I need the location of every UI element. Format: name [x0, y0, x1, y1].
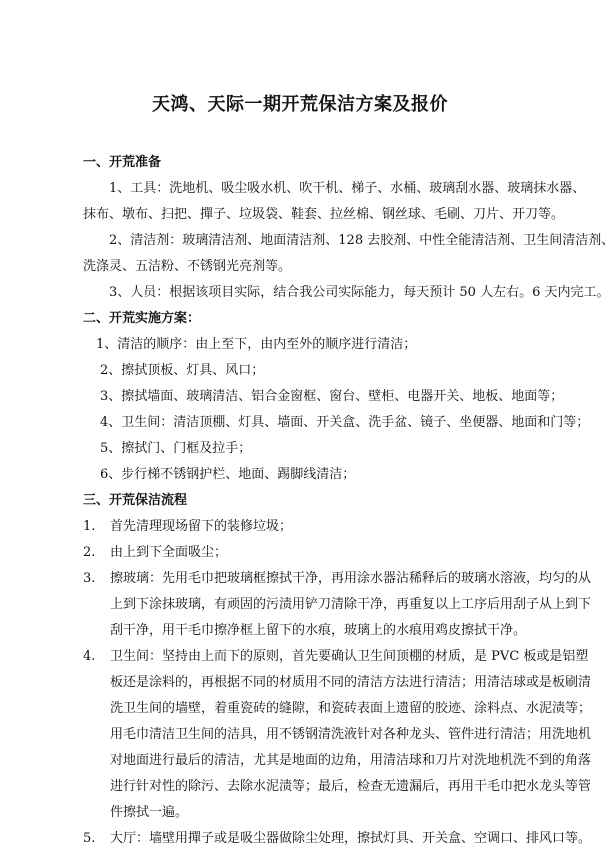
list-item-walls: 3、擦拭墙面、玻璃清洁、铝合金窗框、窗台、壁柜、电器开关、地板、地面等；	[100, 389, 564, 404]
process-number: 3.	[83, 571, 96, 586]
paragraph-tools-line2: 抹布、墩布、扫把、撣子、垃圾袋、鞋套、拉丝棉、钢丝球、毛刷、刀片、开刀等。	[83, 207, 565, 222]
process-text-continued: 上到下涂抹玻璃，有顽固的污渍用铲刀清除干净，再重复以上工序后用刮子从上到下	[110, 597, 592, 612]
process-number: 4.	[83, 649, 96, 664]
paragraph-cleaners-line2: 洗涤灵、五洁粉、不锈钢光亮剂等。	[83, 259, 292, 274]
document-title: 天鸿、天际一期开荒保洁方案及报价	[152, 94, 448, 115]
process-text-continued: 进行针对性的除污、去除水泥渍等；最后，检查无遗漏后，再用干毛巾把水龙头等管	[110, 779, 592, 794]
process-text-continued: 洗卫生间的墙壁，着重瓷砖的缝隙，和瓷砖表面上遗留的胶迹、涂料点、水泥渍等；	[110, 701, 592, 716]
section-heading-process: 三、开荒保洁流程	[83, 493, 188, 508]
process-text: 卫生间：坚持由上而下的原则，首先要确认卫生间顶棚的材质，是 PVC 板或是铝塑	[110, 649, 589, 664]
process-item-3	[83, 566, 592, 592]
process-text: 由上到下全面吸尘；	[110, 545, 228, 560]
process-text-continued: 用毛巾清洁卫生间的洁具，用不锈钢清洗液针对各种龙头、管件进行清洁；用洗地机	[110, 727, 592, 742]
process-item-5	[83, 826, 592, 852]
list-item-ceiling: 2、擦拭顶板、灯具、风口；	[100, 363, 265, 378]
process-text-continued: 件擦拭一遍。	[110, 805, 189, 820]
section-heading-preparation: 一、开荒准备	[83, 155, 162, 170]
process-text: 擦玻璃：先用毛巾把玻璃框擦拭干净，再用涂水器沾稀释后的玻璃水溶液，均匀的从	[110, 571, 592, 586]
document-body	[83, 150, 614, 852]
list-item-bathroom: 4、卫生间：清洁顶棚、灯具、墙面、开关盒、洗手盆、镜子、坐便器、地面和门等；	[100, 415, 590, 430]
paragraph-staff: 3、人员：根据该项目实际，结合我公司实际能力，每天预计 50 人左右。6 天内完工。	[109, 285, 610, 300]
section-heading-implementation: 二、开荒实施方案：	[83, 311, 201, 326]
process-text-continued: 对地面进行最后的清洁，尤其是地面的边角，用清洁球和刀片对洗地机洗不到的角落	[110, 753, 592, 768]
process-text-continued: 刮干净，用干毛巾擦净框上留下的水痕，玻璃上的水痕用鸡皮擦拭干净。	[110, 623, 527, 638]
process-item-4	[83, 644, 589, 670]
list-item-stairs: 6、步行梯不锈钢护栏、地面、踢脚线清洁；	[100, 467, 356, 482]
process-text: 大厅：墙壁用撣子或是吸尘器做除尘处理，擦拭灯具、开关盒、空调口、排风口等。	[110, 831, 592, 846]
process-item-1	[83, 514, 553, 540]
process-item-2	[83, 540, 553, 566]
process-text-continued: 板还是涂料的，再根据不同的材质用不同的清洁方法进行清洁；用清洁球或是板刷清	[110, 675, 592, 690]
process-number: 5.	[83, 831, 96, 846]
list-item-order: 1、清洁的顺序：由上至下，由内至外的顺序进行清洁；	[96, 337, 417, 352]
process-text: 首先清理现场留下的装修垃圾；	[110, 519, 293, 534]
process-number: 1.	[83, 519, 96, 534]
process-number: 2.	[83, 545, 96, 560]
paragraph-tools-line1: 1、工具：洗地机、吸尘吸水机、吹干机、梯子、水桶、玻璃刮水器、玻璃抹水器、	[109, 181, 586, 196]
paragraph-cleaners-line1: 2、清洁剂：玻璃清洁剂、地面清洁剂、128 去胶剂、中性全能清洁剂、卫生间清洁剂、	[109, 233, 614, 248]
list-item-doors: 5、擦拭门、门框及拉手；	[100, 441, 252, 456]
